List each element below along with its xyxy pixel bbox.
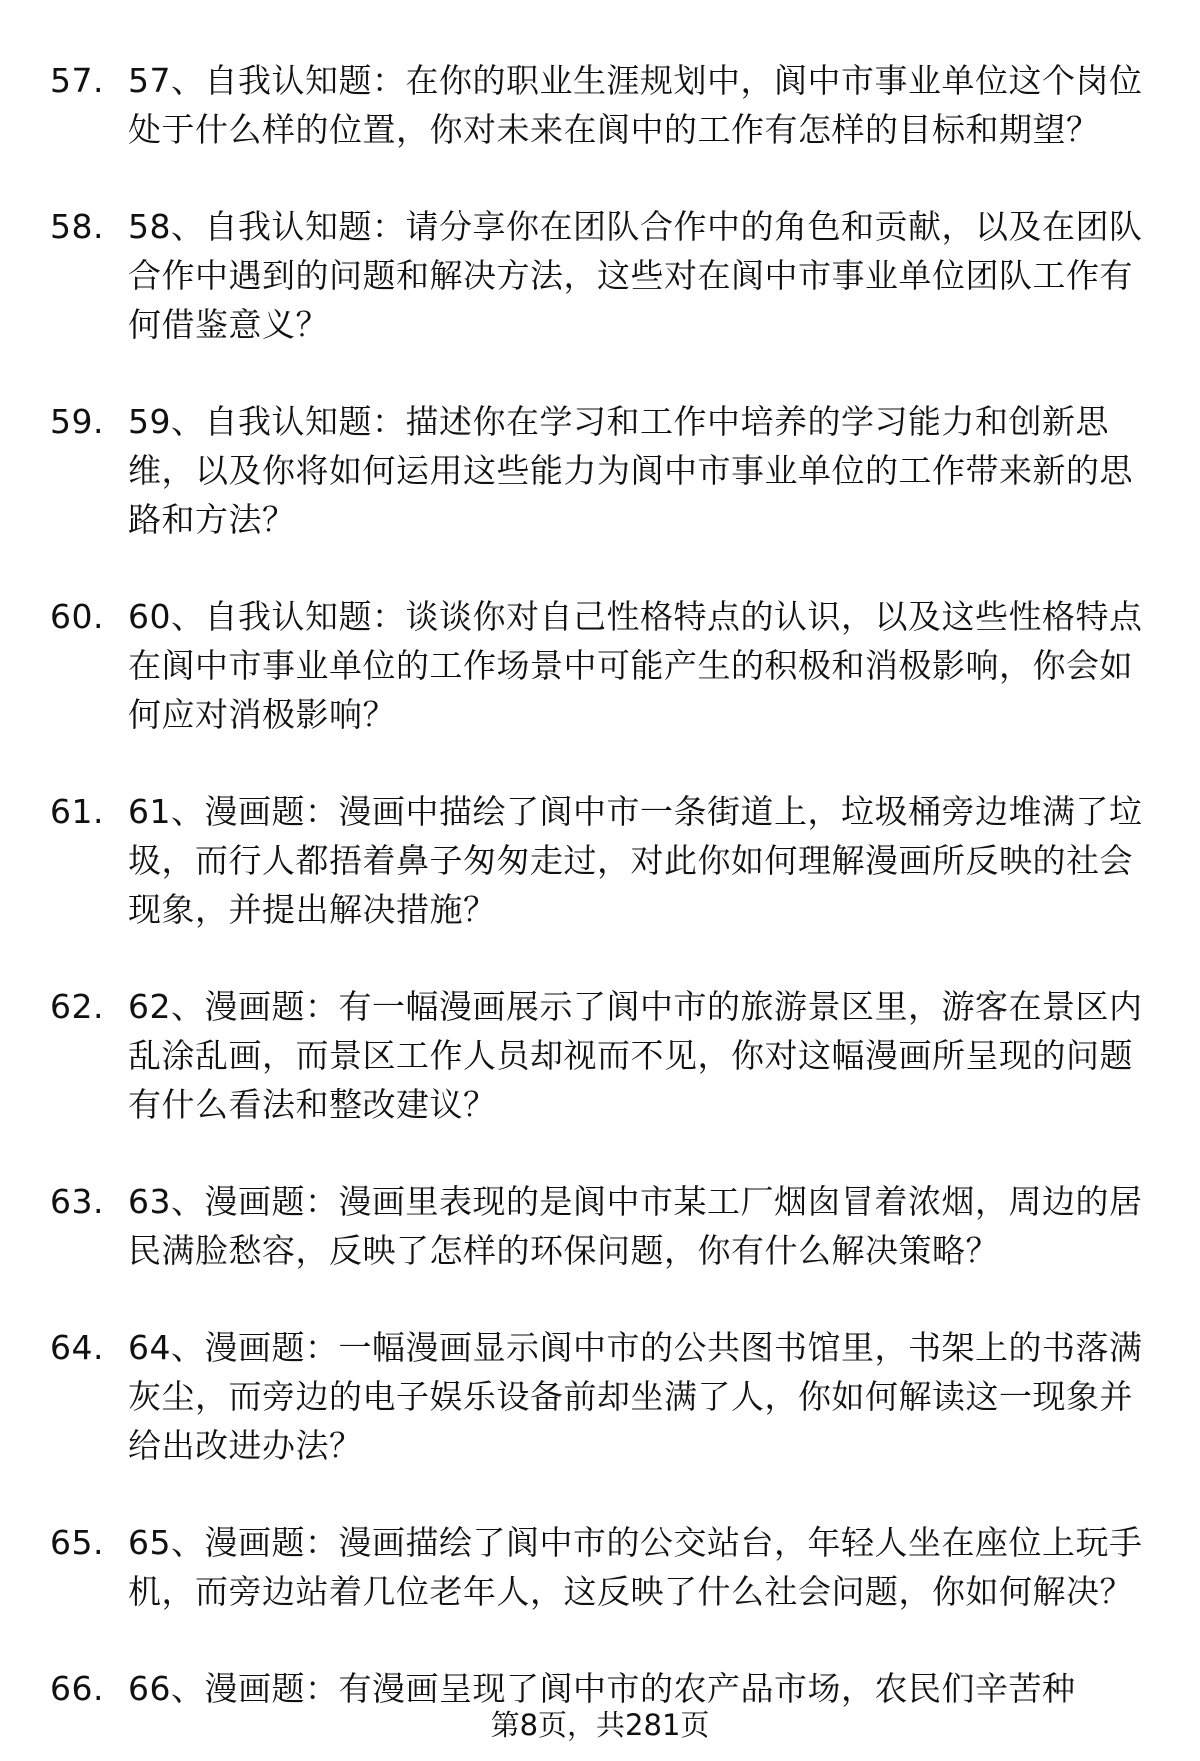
question-item — [50, 1323, 1160, 1470]
question-text: 57、自我认知题：在你的职业生涯规划中，阆中市事业单位这个岗位处于什么样的位置，你对未来在阆中的工作有怎样的目标和期望？ — [128, 61, 1143, 149]
question-number: 57. — [50, 61, 104, 100]
question-number: 65. — [50, 1523, 104, 1562]
question-item — [50, 202, 1160, 349]
question-item — [50, 592, 1160, 739]
question-text: 64、漫画题：一幅漫画显示阆中市的公共图书馆里，书架上的书落满灰尘，而旁边的电子娱乐设备前却坐满了人，你如何解读这一现象并给出改进办法？ — [128, 1328, 1143, 1465]
question-text: 60、自我认知题：谈谈你对自己性格特点的认识，以及这些性格特点在阆中市事业单位的工作场景中可能产生的积极和消极影响，你会如何应对消极影响？ — [128, 597, 1143, 734]
question-item — [50, 982, 1160, 1129]
question-item — [50, 1518, 1160, 1616]
question-text: 61、漫画题：漫画中描绘了阆中市一条街道上，垃圾桶旁边堆满了垃圾，而行人都捂着鼻子匆匆走过，对此你如何理解漫画所反映的社会现象，并提出解决措施？ — [128, 792, 1143, 929]
question-number: 61. — [50, 792, 104, 831]
question-item — [50, 787, 1160, 934]
page-number-footer: 第8页，共281页 — [490, 1708, 710, 1742]
question-text: 62、漫画题：有一幅漫画展示了阆中市的旅游景区里，游客在景区内乱涂乱画，而景区工作人员却视而不见，你对这幅漫画所呈现的问题有什么看法和整改建议？ — [128, 987, 1143, 1124]
question-text: 63、漫画题：漫画里表现的是阆中市某工厂烟囱冒着浓烟，周边的居民满脸愁容，反映了怎样的环保问题，你有什么解决策略？ — [128, 1182, 1143, 1270]
question-text: 65、漫画题：漫画描绘了阆中市的公交站台，年轻人坐在座位上玩手机，而旁边站着几位老年人，这反映了什么社会问题，你如何解决？ — [128, 1523, 1143, 1611]
question-number: 58. — [50, 207, 104, 246]
question-item — [50, 56, 1160, 154]
question-text: 66、漫画题：有漫画呈现了阆中市的农产品市场，农民们辛苦种 — [128, 1669, 1076, 1708]
question-list — [50, 56, 1160, 1761]
question-number: 62. — [50, 987, 104, 1026]
question-text: 59、自我认知题：描述你在学习和工作中培养的学习能力和创新思维，以及你将如何运用这些能力为阆中市事业单位的工作带来新的思路和方法？ — [128, 402, 1133, 539]
question-text: 58、自我认知题：请分享你在团队合作中的角色和贡献，以及在团队合作中遇到的问题和解决方法，这些对在阆中市事业单位团队工作有何借鉴意义？ — [128, 207, 1143, 344]
question-number: 60. — [50, 597, 104, 636]
question-item — [50, 1177, 1160, 1275]
question-number: 63. — [50, 1182, 104, 1221]
question-number: 59. — [50, 402, 104, 441]
question-item — [50, 397, 1160, 544]
question-number: 64. — [50, 1328, 104, 1367]
question-number: 66. — [50, 1669, 104, 1708]
